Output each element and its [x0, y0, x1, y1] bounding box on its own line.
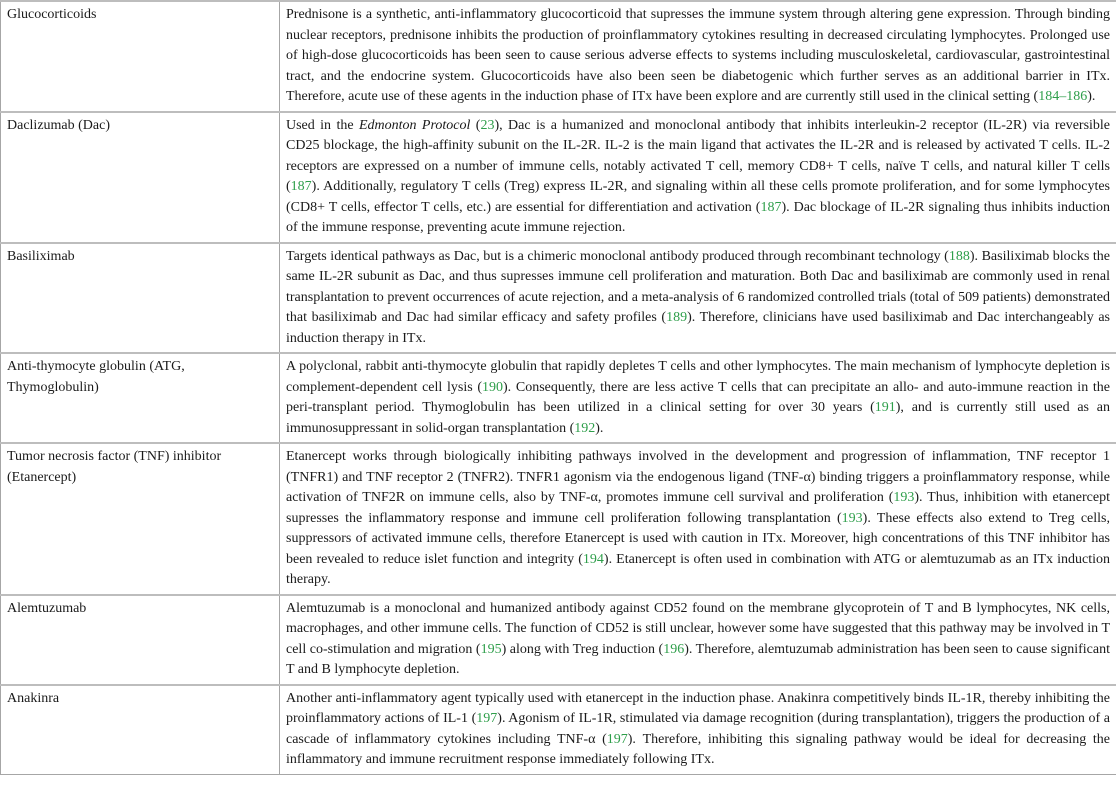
italic-term: Edmonton Protocol	[358, 117, 471, 133]
description-cell	[280, 243, 1116, 354]
description-text: ). Therefore, clinicians have used basiliximab and Dac interchangeably as induction therapy in ITx.	[286, 310, 1110, 346]
agent-name-cell: Alemtuzumab	[1, 595, 280, 685]
description-text: Alemtuzumab is a monoclonal and humanized antibody against CD52 found on the membrane glycoprotein of T and B lymphocytes, NK cells, macrophages, and other immune cells. The function of CD52 is still unclear, however some have suggested that this pathway may be involved in T cell co-stimulation and migration (	[286, 600, 1110, 657]
description-cell	[280, 595, 1116, 685]
description-cell	[280, 1, 1116, 112]
description-text: Another anti-inflammatory agent typically used with etanercept in the induction phase. Anakinra competitively binds IL-1R, thereby inhibiting the proinflammatory actions of IL-1 (	[286, 690, 1110, 726]
description-text: (	[470, 117, 481, 133]
description-text: ). Basiliximab blocks the same IL-2R subunit as Dac, and thus supresses immune cell proliferation and maturation. Both Dac and basiliximab are commonly used in renal transplantation to prevent occurrences of acute rejection, and a meta-analysis of 6 randomized controlled trials (total of 509 patients) demonstrated that basiliximab and Dac had similar efficacy and safety profiles (	[286, 248, 1111, 325]
agent-name-cell: Anti-thymocyte globulin (ATG, Thymoglobulin)	[1, 353, 280, 443]
description-text: ). Additionally, regulatory T cells (Treg) express IL-2R, and signaling within all these cells promote proliferation, and for some lymphocytes (CD8+ T cells, effector T cells, etc.) are essential for differentiation and activation (	[286, 179, 1110, 215]
agent-name-cell: Anakinra	[1, 685, 280, 775]
reference-link[interactable]: 189	[666, 310, 688, 325]
table-row	[1, 685, 1116, 775]
description-text: Prednisone is a synthetic, anti-inflammatory glucocorticoid that supresses the immune system through altering gene expression. Through binding nuclear receptors, prednisone inhibits the production of proinflammatory cytokines resulting in decreased circulating lymphocytes. Prolonged use of high-dose glucocorticoids has been seen to cause serious adverse effects to systems including musculoskeletal, cardiovascular, gastrointestinal tract, and the endocrine system. Glucocorticoids have also been seen be diabetogenic which further serves as an additional barrier in ITx. Therefore, acute use of these agents in the induction phase of ITx have been explore and are currently still used in the clinical setting (	[286, 7, 1110, 104]
table-row	[1, 353, 1116, 443]
reference-link[interactable]: 191	[874, 400, 896, 415]
table-row	[1, 1, 1116, 112]
description-text: ), and is currently still used as an immunosuppressant in solid-organ transplantation (	[286, 400, 1110, 436]
description-text: A polyclonal, rabbit anti-thymocyte globulin that rapidly depletes T cells and other lymphocytes. The main mechanism of lymphocyte depletion is complement-dependent cell lysis (	[286, 359, 1110, 395]
reference-link[interactable]: 187	[760, 199, 782, 215]
table-row	[1, 443, 1116, 595]
description-text: ).	[1087, 89, 1096, 104]
description-text: ). Etanercept is often used in combination with ATG or alemtuzumab as an ITx induction therapy.	[286, 551, 1110, 587]
reference-link[interactable]: 194	[582, 551, 604, 567]
description-text: ). Dac blockage of IL-2R signaling thus inhibits induction of the immune response, preventing acute immune rejection.	[286, 199, 1110, 235]
reference-link[interactable]: 192	[574, 420, 596, 436]
description-text: ). Therefore, inhibiting this signaling pathway would be ideal for decreasing the inflammatory and immune recruitment response immediately following ITx.	[286, 731, 1110, 767]
description-text: Used in the	[286, 117, 359, 133]
description-text: Targets identical pathways as Dac, but is a chimeric monoclonal antibody produced through recombinant technology (	[286, 248, 949, 264]
description-cell	[280, 443, 1116, 595]
description-text: ). Therefore, alemtuzumab administration has been seen to cause significant T and B lymphocyte depletion.	[286, 641, 1110, 677]
reference-link[interactable]: 184–186	[1038, 89, 1088, 104]
description-text: ), Dac is a humanized and monoclonal antibody that inhibits interleukin-2 receptor (IL-2R) via reversible CD25 blockage, the high-affinity subunit on the IL-2R. IL-2 is the main ligand that activates the IL-2R and is released by activated T cells. IL-2 receptors are expressed on a number of immune cells, notably activated T cell, memory CD8+ T cells, naïve T cells, and natural killer T cells (	[286, 117, 1111, 194]
table-row	[1, 112, 1116, 243]
description-text: ) along with Treg induction (	[501, 641, 664, 657]
reference-link[interactable]: 188	[948, 248, 970, 264]
description-text: ). Consequently, there are less active T cells that can precipitate an allo- and auto-immune reaction in the peri-transplant period. Thymoglobulin has been utilized in a clinical setting for over 30 years (	[286, 379, 1110, 415]
reference-link[interactable]: 197	[606, 731, 628, 747]
description-cell	[280, 112, 1116, 243]
reference-link[interactable]: 23	[480, 117, 495, 133]
reference-link[interactable]: 193	[841, 510, 863, 526]
agent-name-cell: Daclizumab (Dac)	[1, 112, 280, 243]
reference-link[interactable]: 196	[663, 641, 685, 657]
reference-link[interactable]: 195	[480, 641, 502, 657]
table-row	[1, 595, 1116, 685]
table-body	[1, 1, 1116, 774]
description-cell	[280, 685, 1116, 775]
description-text: ). These effects also extend to Treg cells, suppressors of activated immune cells, therefore Etanercept is used with caution in ITx. Moreover, high concentrations of this TNF inhibitor has been revealed to reduce islet function and integrity (	[286, 510, 1110, 567]
reference-link[interactable]: 190	[482, 379, 504, 395]
description-text: ). Thus, inhibition with etanercept supresses the inflammatory response and immune cell proliferation following transplantation (	[286, 490, 1110, 526]
description-text: Etanercept works through biologically inhibiting pathways involved in the development and progression of inflammation, TNF receptor 1 (TNFR1) and TNF receptor 2 (TNFR2). TNFR1 agonism via the endogenous ligand (TNF-α) binding triggers a proinflammatory response, while activation of TNF2R on immune cells, also by TNF-α, promotes immune cell survival and proliferation (	[286, 449, 1110, 505]
description-cell	[280, 353, 1116, 443]
table-row	[1, 243, 1116, 354]
agent-name-cell: Glucocorticoids	[1, 1, 280, 112]
description-text: ).	[595, 420, 604, 436]
reference-link[interactable]: 193	[893, 490, 915, 505]
reference-link[interactable]: 187	[290, 179, 312, 194]
agent-name-cell: Tumor necrosis factor (TNF) inhibitor (Etanercept)	[1, 443, 280, 595]
agent-name-cell: Basiliximab	[1, 243, 280, 354]
description-text: ). Agonism of IL-1R, stimulated via damage recognition (during transplantation), triggers the production of a cascade of inflammatory cytokines including TNF-α (	[286, 711, 1110, 747]
reference-link[interactable]: 197	[476, 711, 498, 726]
